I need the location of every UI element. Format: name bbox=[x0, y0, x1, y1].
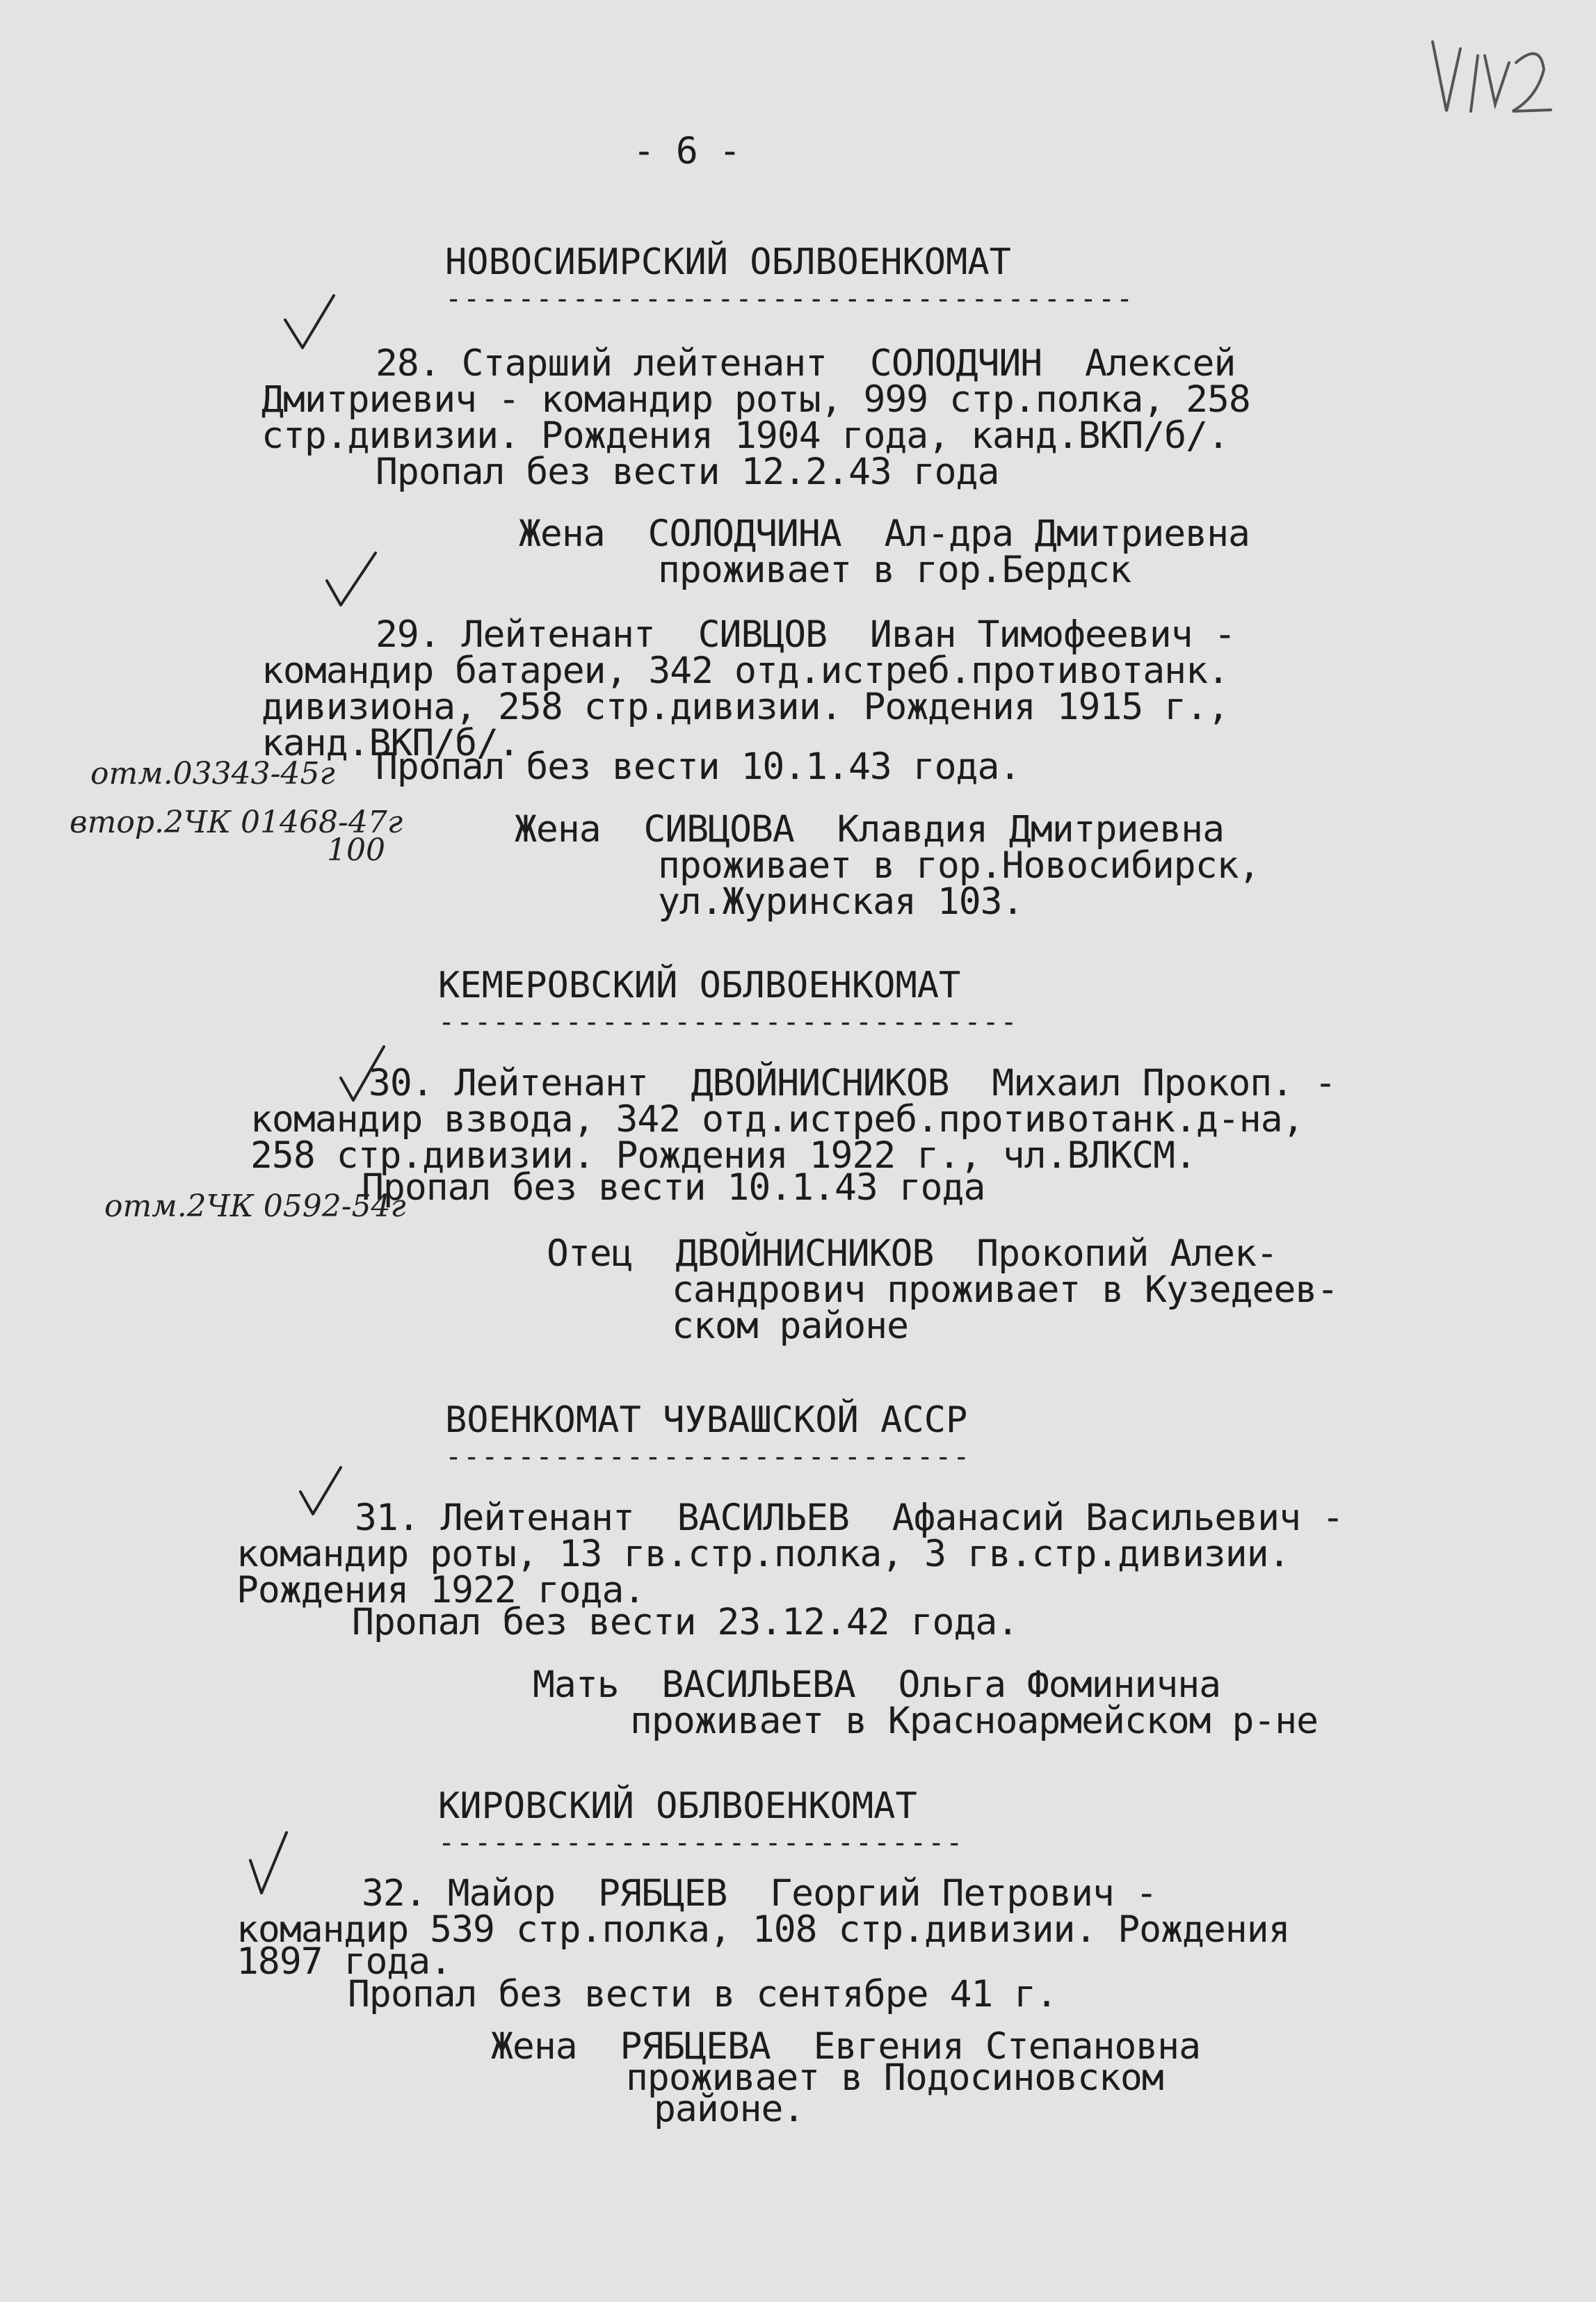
section-header: КИРОВСКИЙ ОБЛВОЕНКОМАТ bbox=[438, 1785, 917, 1827]
section-header: ВОЕНКОМАТ ЧУВАШСКОЙ АССР bbox=[445, 1399, 968, 1441]
relative-line: ул.Журинская 103. bbox=[658, 880, 1024, 923]
entry-line: Дмитриевич - командир роты, 999 стр.полка, 258 bbox=[261, 378, 1250, 421]
header-underline: ----------------------------- bbox=[445, 1441, 972, 1473]
entry-line: Пропал без вести 23.12.42 года. bbox=[352, 1601, 1019, 1643]
entry-line: 1897 года. bbox=[236, 1940, 452, 1983]
entry-line: командир взвода, 342 отд.истреб.противотанк.д-на, bbox=[250, 1098, 1304, 1141]
entry-line: дивизиона, 258 стр.дивизии. Рождения 1915 г., bbox=[261, 686, 1229, 728]
check-mark bbox=[278, 292, 341, 355]
relative-line: Отец ДВОЙНИСНИКОВ Прокопий Алек- bbox=[547, 1232, 1277, 1275]
entry-line: 30. Лейтенант ДВОЙНИСНИКОВ Михаил Прокоп. - bbox=[369, 1062, 1336, 1104]
relative-line: Жена СОЛОДЧИНА Ал-дра Дмитриевна bbox=[519, 513, 1250, 555]
entry-line: 258 стр.дивизии. Рождения 1922 г., чл.ВЛКСМ. bbox=[250, 1134, 1196, 1177]
relative-line: районе. bbox=[654, 2088, 805, 2130]
relative-line: проживает в гор.Бердск bbox=[658, 549, 1131, 591]
entry-line: командир роты, 13 гв.стр.полка, 3 гв.стр.дивизии. bbox=[236, 1533, 1290, 1575]
section-header: НОВОСИБИРСКИЙ ОБЛВОЕНКОМАТ bbox=[445, 241, 1011, 283]
relative-line: проживает в Красноармейском р-не bbox=[630, 1700, 1319, 1742]
entry-line: Пропал без вести в сентябре 41 г. bbox=[348, 1973, 1057, 2015]
entry-line: командир батареи, 342 отд.истреб.противотанк. bbox=[261, 650, 1229, 692]
entry-line: 29. Лейтенант СИВЦОВ Иван Тимофеевич - bbox=[376, 613, 1236, 656]
handwritten-note: 100 bbox=[327, 832, 385, 868]
entry-line: Пропал без вести 12.2.43 года bbox=[376, 451, 999, 493]
check-mark bbox=[243, 1829, 292, 1899]
relative-line: Жена СИВЦОВА Клавдия Дмитриевна bbox=[515, 808, 1224, 851]
relative-line: Мать ВАСИЛЬЕВА Ольга Фоминична bbox=[533, 1664, 1221, 1706]
check-mark bbox=[292, 1464, 348, 1520]
entry-line: стр.дивизии. Рождения 1904 года, канд.ВКП/б/. bbox=[261, 414, 1229, 457]
check-mark bbox=[320, 549, 382, 612]
handwritten-note: втор.2ЧК 01468-47г bbox=[70, 805, 403, 840]
archive-number-mark bbox=[1419, 28, 1558, 132]
relative-line: ском районе bbox=[672, 1305, 908, 1347]
entry-line: канд.ВКП/б/. bbox=[261, 722, 519, 764]
entry-line: командир 539 стр.полка, 108 стр.дивизии. Рождения bbox=[236, 1908, 1290, 1951]
relative-line: проживает в гор.Новосибирск, bbox=[658, 844, 1260, 887]
handwritten-note: отм.2ЧК 0592-54г bbox=[104, 1189, 406, 1224]
relative-line: сандрович проживает в Кузедеев- bbox=[672, 1269, 1339, 1311]
entry-line: Пропал без вести 10.1.43 года. bbox=[376, 746, 1021, 788]
header-underline: -------------------------------------- bbox=[445, 283, 1135, 315]
entry-line: Рождения 1922 года. bbox=[236, 1569, 645, 1611]
relative-line: Жена РЯБЦЕВА Евгения Степановна bbox=[491, 2025, 1200, 2068]
header-underline: -------------------------------- bbox=[438, 1006, 1019, 1038]
relative-line: проживает в Подосиновском bbox=[626, 2056, 1163, 2099]
header-underline: ----------------------------- bbox=[438, 1827, 965, 1859]
page-number: - 6 - bbox=[633, 130, 741, 172]
handwritten-note: отм.03343-45г bbox=[90, 756, 335, 791]
section-header: КЕМЕРОВСКИЙ ОБЛВОЕНКОМАТ bbox=[438, 965, 961, 1006]
entry-line: 32. Майор РЯБЦЕВ Георгий Петрович - bbox=[362, 1872, 1157, 1915]
entry-line: 31. Лейтенант ВАСИЛЬЕВ Афанасий Васильевич - bbox=[355, 1497, 1344, 1539]
entry-line: Пропал без вести 10.1.43 года bbox=[362, 1166, 985, 1209]
entry-line: 28. Старший лейтенант СОЛОДЧИН Алексей bbox=[376, 342, 1236, 385]
